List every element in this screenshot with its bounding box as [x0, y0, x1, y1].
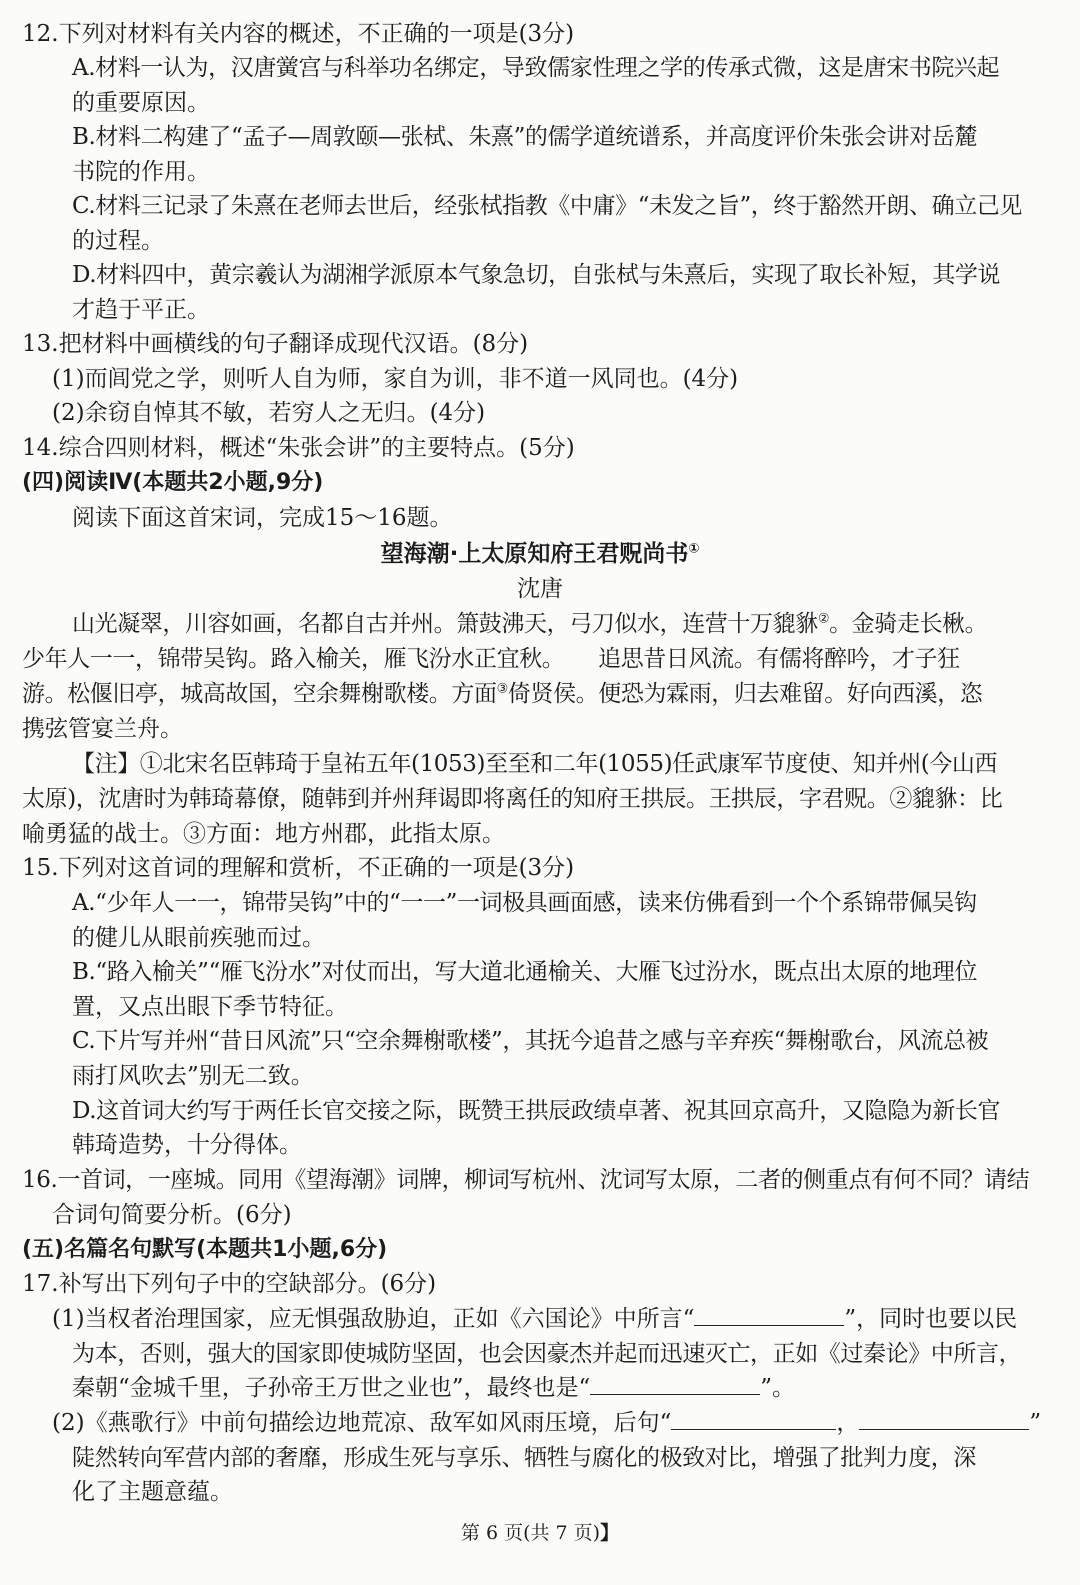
q17-answer-blank-4[interactable]	[859, 1407, 1029, 1430]
poem-author: 沈唐	[517, 576, 563, 602]
q15-option-d-line2: 韩琦造势，十分得体。	[72, 1132, 302, 1158]
q13-sentence-2: (2)余窃自悼其不敏，若穷人之无归。(4分)	[52, 400, 486, 426]
q12-option-c-line2: 的过程。	[72, 228, 164, 254]
poem-line-3b: 倚贤侯。便恐为霖雨，归去难留。好向西溪，恣	[507, 681, 983, 707]
q17-part-2-separator: ，	[836, 1410, 860, 1436]
q15-option-d-line1: D.这首词大约写于两任长官交接之际，既赞王拱辰政绩卓著、祝其回京高升，又隐隐为新长官	[72, 1098, 1001, 1124]
poem-line-4: 携弦管宴兰舟。	[22, 716, 183, 742]
section-4-intro: 阅读下面这首宋词，完成15～16题。	[72, 505, 453, 531]
q15-option-b-line2: 置，又点出眼下季节特征。	[72, 994, 348, 1020]
q12-option-d-line1: D.材料四中，黄宗羲认为湖湘学派原本气象急切，自张栻与朱熹后，实现了取长补短，其学说	[72, 262, 1001, 288]
q17-part-1-text-a: (1)当权者治理国家，应无惧强敌胁迫，正如《六国论》中所言“	[52, 1306, 695, 1332]
q12-option-a-line2: 的重要原因。	[72, 90, 210, 116]
q15-stem: 15.下列对这首词的理解和赏析，不正确的一项是(3分)	[22, 855, 575, 881]
q17-part-1-line1	[52, 1302, 1017, 1337]
q12-option-b-line1: B.材料二构建了“孟子—周敦颐—张栻、朱熹”的儒学道统谱系，并高度评价朱张会讲对岳麓	[72, 124, 977, 150]
page-number: 第 6 页(共 7 页)	[460, 1522, 601, 1544]
poem-footnote-mark-3: ③	[496, 681, 508, 697]
section-5-heading: (五)名篇名句默写(本题共1小题,6分)	[22, 1237, 388, 1262]
q17-answer-blank-2[interactable]	[590, 1372, 760, 1395]
q15-option-a-line2: 的健儿从眼前疾驰而过。	[72, 925, 325, 951]
q12-option-d-line2: 才趋于平正。	[72, 297, 210, 323]
q14-stem: 14.综合四则材料，概述“朱张会讲”的主要特点。(5分)	[22, 435, 575, 461]
q17-part-1-line3	[72, 1371, 795, 1406]
q15-option-c-line2: 雨打风吹去”别无二致。	[72, 1063, 314, 1089]
q13-sentence-1: (1)而闾党之学，则听人自为师，家自为训，非不道一风同也。(4分)	[52, 366, 739, 392]
page-footer	[0, 1516, 1080, 1551]
q12-option-b-line2: 书院的作用。	[72, 159, 210, 185]
poem-line-3	[22, 677, 982, 712]
poem-line-2: 少年人一一，锦带吴钩。路入榆关，雁飞汾水正宜秋。 追思昔日风流。有儒将醉吟，才子狂	[22, 646, 960, 672]
q15-option-b-line1: B.“路入榆关”“雁飞汾水”对仗而出，写大道北通榆关、大雁飞过汾水，既点出太原的地理位	[72, 959, 978, 985]
q16-stem-line2: 合词句简要分析。(6分)	[52, 1202, 292, 1228]
q17-part-1-text-d: 秦朝“金城千里，子孙帝王万世之业也”，最终也是“	[72, 1375, 591, 1401]
poem-line-1	[72, 607, 987, 642]
page-footer-bracket: 】	[600, 1522, 620, 1544]
q17-answer-blank-3[interactable]	[671, 1407, 836, 1430]
q16-stem-line1: 16.一首词，一座城。同用《望海潮》词牌，柳词写杭州、沈词写太原，二者的侧重点有何不同？请结	[22, 1167, 1030, 1193]
q17-part-1-text-b: ”，同时也要以民	[844, 1306, 1018, 1332]
poem-line-1a: 山光凝翠，川容如画，名都自古并州。箫鼓沸天，弓刀似水，连营十万貔貅	[72, 611, 818, 637]
poem-note-line-3: 喻勇猛的战士。③方面：地方州郡，此指太原。	[22, 821, 505, 847]
q17-part-2-line2: 陡然转向军营内部的奢靡，形成生死与享乐、牺牲与腐化的极致对比，增强了批判力度，深	[72, 1445, 977, 1471]
poem-title	[0, 537, 1080, 572]
poem-title-text: 望海潮·上太原知府王君贶尚书	[380, 541, 689, 567]
q17-part-2-text-a: (2)《燕歌行》中前句描绘边地荒凉、敌军如风雨压境，后句“	[52, 1410, 672, 1436]
q17-part-2-line1	[52, 1406, 1041, 1441]
q17-part-2-close-quote: ”	[1029, 1410, 1042, 1436]
poem-note-line-2: 太原)，沈唐时为韩琦幕僚，随韩到并州拜谒即将离任的知府王拱辰。王拱辰，字君贶。②貔貅：比	[22, 786, 1003, 812]
poem-line-1b: 。金骑走长楸。	[829, 611, 988, 637]
q17-answer-blank-1[interactable]	[694, 1303, 844, 1326]
poem-line-3a: 游。松偃旧亭，城高故国，空余舞榭歌楼。方面	[22, 681, 497, 707]
section-4-heading: (四)阅读Ⅳ(本题共2小题,9分)	[22, 470, 324, 495]
q12-option-a-line1: A.材料一认为，汉唐黉宫与科举功名绑定，导致儒家性理之学的传承式微，这是唐宋书院兴起	[72, 55, 1000, 81]
poem-title-footnote-mark: ①	[688, 541, 700, 557]
q15-option-a-line1: A.“少年人一一，锦带吴钩”中的“一一”一词极具画面感，读来仿佛看到一个个系锦带佩吴钩	[72, 890, 977, 916]
q15-option-c-line1: C.下片写并州“昔日风流”只“空余舞榭歌楼”，其抚今追昔之感与辛弃疾“舞榭歌台，风流总被	[72, 1028, 989, 1054]
q12-option-c-line1: C.材料三记录了朱熹在老师去世后，经张栻指教《中庸》“未发之旨”，终于豁然开朗、确立己见	[72, 193, 1023, 219]
q12-stem: 12.下列对材料有关内容的概述，不正确的一项是(3分)	[22, 21, 575, 47]
q13-stem: 13.把材料中画横线的句子翻译成现代汉语。(8分)	[22, 331, 529, 357]
q17-part-1-text-e: ”。	[760, 1375, 796, 1401]
q17-part-1-line2: 为本，否则，强大的国家即使城防坚固，也会因豪杰并起而迅速灭亡，正如《过秦论》中所言，	[72, 1341, 1022, 1367]
q17-stem: 17.补写出下列句子中的空缺部分。(6分)	[22, 1271, 437, 1297]
poem-note-line-1: 【注】①北宋名臣韩琦于皇祐五年(1053)至至和二年(1055)任武康军节度使、知并州(今山西	[72, 751, 998, 777]
q17-part-2-line3: 化了主题意蕴。	[72, 1479, 233, 1505]
poem-footnote-mark-2: ②	[817, 611, 830, 627]
